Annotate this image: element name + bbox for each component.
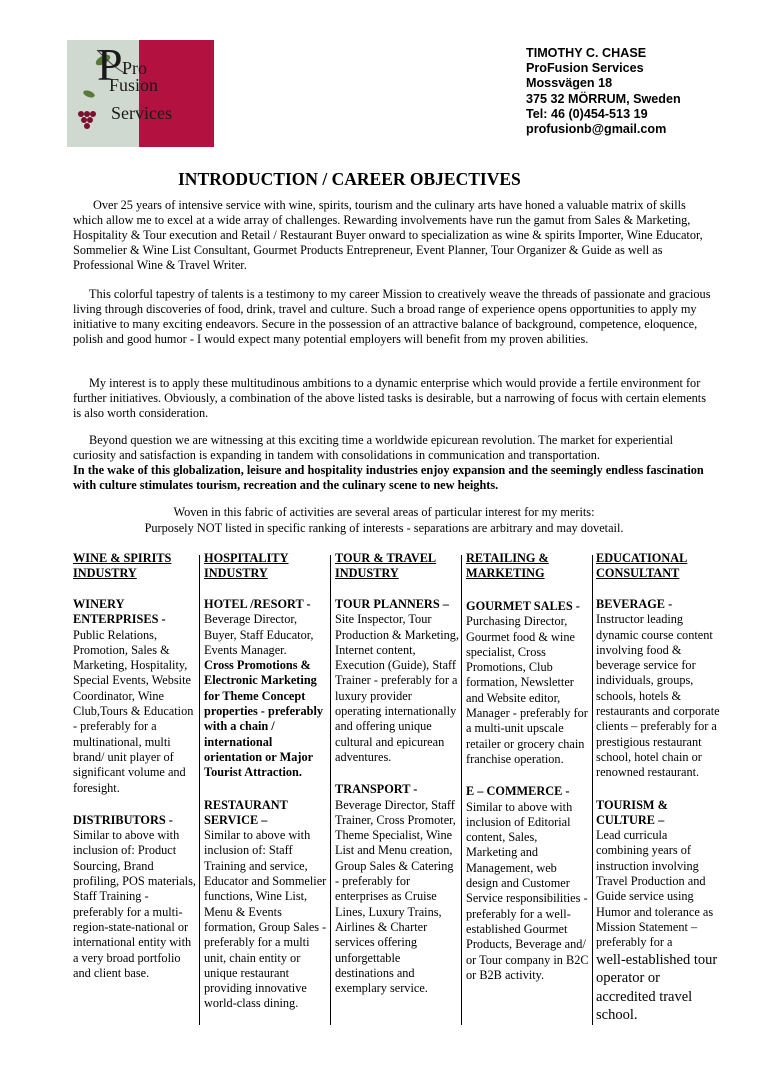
section-body: Purchasing Director, Gourmet food & wine specialist, Cross Promotions, Club formation, Newsletter and Website editor, Manager - preferably for a multi-unit upscale retailer or grocery chain franchise operation. — [466, 614, 588, 766]
column-header-line: MARKETING — [466, 566, 545, 581]
contact-company: ProFusion Services — [526, 61, 644, 76]
section-heading: TOUR PLANNERS – — [335, 597, 449, 611]
section-e-commerce — [466, 784, 590, 983]
column-educational — [596, 551, 720, 1025]
column-header-line: INDUSTRY — [73, 566, 137, 581]
section-distributors — [73, 813, 197, 981]
column-header — [466, 551, 590, 597]
contact-street: Mossvägen 18 — [526, 76, 613, 91]
logo-line2: Fusion — [109, 75, 159, 95]
paragraph-text: Over 25 years of intensive service with wine, spirits, tourism and the culinary arts have honed a valuable matrix of skills which allow me to excel at a wide array of challenges. Rewarding involvements have run the gamut from Sales & Marketing, Hospitality & Tour execution and Retail / Restaurant Buyer onward to specialization as wine & spirits Importer, Wine Educator, Sommelier & Wine List Consultant, Gourmet Products Entrepreneur, Event Planner, Tour Organizer & Guide as well as Professional Wine & Travel Writer. — [73, 198, 703, 272]
logo-line1: Pro — [122, 58, 148, 78]
column-header — [596, 551, 720, 597]
contact-email[interactable]: profusionb@gmail.com — [526, 122, 667, 137]
merits-line: Woven in this fabric of activities are several areas of particular interest for my merits: — [173, 505, 595, 519]
logo-letter-p: P — [97, 39, 123, 90]
column-header-line: RETAILING & — [466, 551, 549, 565]
bold-paragraph: In the wake of this globalization, leisure and hospitality industries enjoy expansion and the seemingly endless fascination with culture stimulates tourism, recreation and the culinary scene to new heights. — [73, 463, 704, 492]
paragraph-text: My interest is to apply these multitudinous ambitions to a dynamic enterprise which would provide a fertile environment for further initiatives. Obviously, a combination of the above listed tasks is desirable, but a narrowing of focus with certain elements is also worth consideration. — [73, 376, 707, 420]
section-body: Instructor leading dynamic course content involving food & beverage service for individuals, groups, schools, hotels & restaurants and corporate clients – preferably for a prestigious restaurant school, hotel chain or renowned restaurant. — [596, 612, 720, 780]
section-body: Public Relations, Promotion, Sales & Marketing, Hospitality, Special Events, Website Coordinator, Wine Club,Tours & Education - preferably for a multinational, multi brand/ unit player of significant volume and foresight. — [73, 627, 194, 795]
section-gourmet-sales — [466, 599, 590, 767]
paragraph-text: This colorful tapestry of talents is a testimony to my career Mission to creatively weave the threads of passionate and gracious living through discoveries of food, drink, travel and culture. Such a broad range of experience opens opportunities to apply my initiative to many exciting endeavors. Secure in the possession of an attractive balance of background, competence, eloquence, polish and good humor - I would expect many potential employers will benefit from my proven abilities. — [73, 287, 711, 346]
section-winery — [73, 597, 197, 796]
section-large-text: well-established tour operator or accredited travel school. — [596, 951, 718, 1024]
section-body: Lead curricula combining years of instruction involving Travel Production and Guide service using Humor and tolerance as Mission Statement – preferably for a — [596, 828, 714, 950]
section-body: Beverage Director, Buyer, Staff Educator, Events Manager. — [204, 612, 314, 657]
section-body: Similar to above with inclusion of Editorial content, Sales, Marketing and Management, web design and Customer Service responsibilities - preferably for a well-established Gourmet Products, Beverage and/ or Tour company in B2C or B2B activity. — [466, 799, 589, 982]
column-divider — [199, 555, 200, 1025]
column-divider — [461, 555, 462, 1025]
section-heading: GOURMET SALES - — [466, 599, 580, 613]
section-heading: TOURISM & CULTURE – — [596, 797, 668, 827]
section-transport — [335, 782, 459, 996]
section-body: Beverage Director, Staff Trainer, Cross Promoter, Theme Specialist, Wine List and Menu creation, Group Sales & Catering - preferably for enterprises as Cruise Lines, Luxury Trains, Airlines & Charter services offering unforgettable destinations and exemplary service. — [335, 797, 456, 996]
section-bold-body: Cross Promotions & Electronic Marketing for Theme Concept properties - preferably with a chain / international orientation or Major Tourist Attraction. — [204, 658, 324, 780]
column-tour-travel — [335, 551, 459, 996]
profusion-logo — [67, 40, 214, 147]
logo-line3: Services — [111, 103, 172, 123]
paragraph-text: Beyond question we are witnessing at this exciting time a worldwide epicurean revolution. The market for experiential curiosity and satisfaction is expanding in tandem with consolidations in communication and transportation. — [73, 433, 674, 462]
intro-paragraph-3 — [73, 376, 717, 421]
column-header-line: CONSULTANT — [596, 566, 680, 581]
ranking-line: Purposely NOT listed in specific ranking of interests - separations are arbitrary and may dovetail. — [144, 521, 624, 535]
column-header-line: INDUSTRY — [335, 566, 399, 581]
section-heading: DISTRIBUTORS - — [73, 812, 173, 827]
section-tourism-culture — [596, 798, 720, 1025]
section-hotel-resort — [204, 597, 328, 781]
section-heading: BEVERAGE - — [596, 597, 673, 611]
section-tour-planners — [335, 597, 459, 765]
section-restaurant — [204, 798, 328, 1012]
column-header-line: TOUR & TRAVEL — [335, 551, 437, 565]
section-body: Similar to above with inclusion of: Product Sourcing, Brand profiling, POS materials, Staff Training - preferably for a multi-region-state-national or international entity with a very broad portfolio and client base. — [73, 828, 196, 980]
contact-city: 375 32 MÖRRUM, Sweden — [526, 91, 681, 106]
section-heading: TRANSPORT - — [335, 782, 418, 797]
column-header-line: EDUCATIONAL — [596, 551, 688, 565]
column-header — [204, 551, 328, 597]
column-retailing — [466, 551, 590, 983]
section-heading: HOTEL /RESORT - — [204, 597, 311, 611]
contact-name: TIMOTHY C. CHASE — [526, 46, 647, 60]
column-header-line: WINE & SPIRITS — [73, 551, 172, 565]
contact-phone: Tel: 46 (0)454-513 19 — [526, 106, 648, 121]
contact-block — [526, 46, 681, 137]
column-header-line: HOSPITALITY — [204, 551, 289, 565]
column-wine-spirits — [73, 551, 197, 981]
intro-paragraph-4 — [73, 433, 717, 493]
intro-paragraph-2 — [73, 287, 717, 347]
section-heading: E – COMMERCE - — [466, 784, 570, 799]
intro-paragraph-1 — [73, 198, 717, 273]
section-body: Similar to above with inclusion of: Staff Training and service, Educator and Sommelier functions, Wine List, Menu & Events formation, Group Sales -preferably for a multi unit, chain entity or unique restaurant providing innovative world-class dining. — [204, 828, 327, 1011]
column-hospitality — [204, 551, 328, 1012]
section-body: Site Inspector, Tour Production & Marketing, Internet content, Execution (Guide), Staff Trainer - preferably for a luxury provider operating internationally and offering unique cultural and epicurean adventures. — [335, 612, 459, 764]
column-divider — [592, 555, 593, 1025]
page-title: INTRODUCTION / CAREER OBJECTIVES — [178, 169, 521, 189]
column-divider — [330, 555, 331, 1025]
column-header — [73, 551, 197, 597]
section-beverage — [596, 597, 720, 781]
column-header-line: INDUSTRY — [204, 566, 268, 581]
section-heading: WINERY ENTERPRISES - — [73, 597, 166, 627]
section-heading: RESTAURANT SERVICE – — [204, 797, 288, 827]
column-header — [335, 551, 459, 597]
